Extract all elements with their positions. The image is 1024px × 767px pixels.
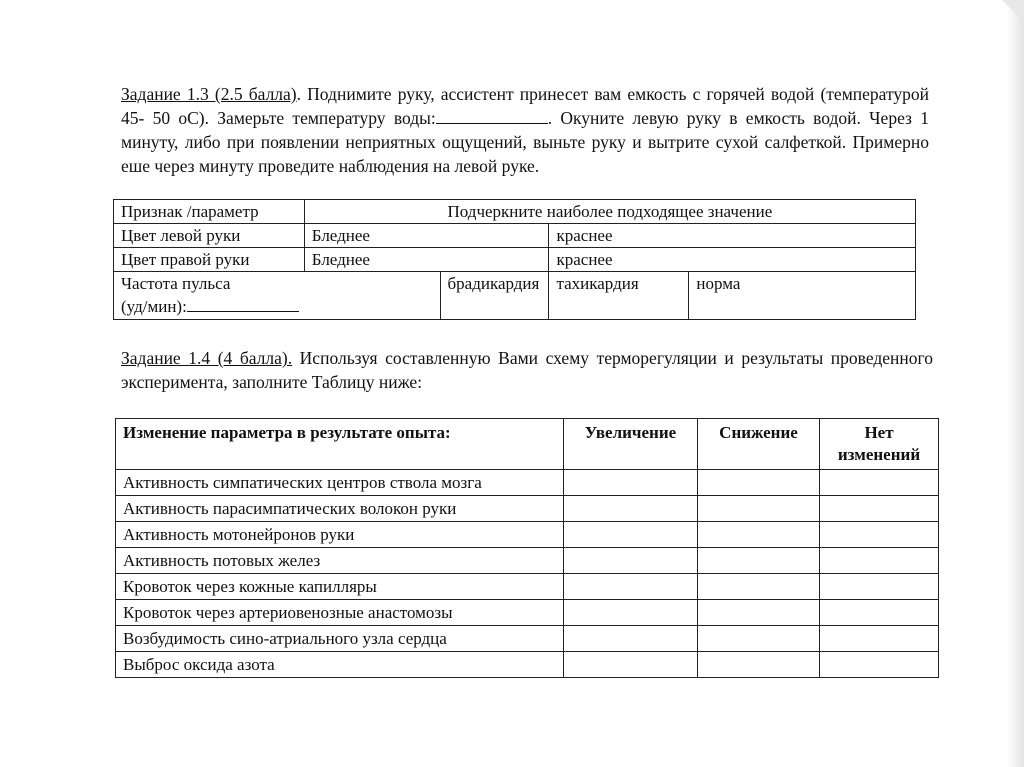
answer-cell[interactable]: [564, 626, 698, 652]
row-label-cell: Активность потовых желез: [116, 548, 564, 574]
table-row: [116, 470, 939, 496]
option-cell[interactable]: тахикардия: [549, 272, 689, 320]
row-label-cell: Кровоток через кожные капилляры: [116, 574, 564, 600]
task-1-4-title: Задание 1.4 (4 балла).: [121, 348, 293, 368]
answer-cell[interactable]: [698, 574, 820, 600]
task-1-4-paragraph: [121, 346, 933, 394]
task-1-3-text-b: . Окуните левую руку в емкость водой. Через 1 минуту, либо при появлении неприятных ощущений, выньте руку и вытрите сухой салфеткой. Примерно еше через минуту проведите наблюдения на левой руке.: [121, 108, 929, 176]
task-1-3-table: [113, 199, 916, 320]
table-row: [114, 200, 916, 224]
header-param-cell: Признак /параметр: [114, 200, 305, 224]
task-1-3-text-a: . Поднимите руку, ассистент принесет вам емкость с горячей водой (температурой 45- 50 оС). Замерьте температуру воды:: [121, 84, 930, 128]
option-cell[interactable]: краснее: [549, 224, 916, 248]
answer-cell[interactable]: [820, 470, 939, 496]
column-header: Снижение: [698, 419, 820, 470]
answer-cell[interactable]: [698, 626, 820, 652]
task-1-3-paragraph: [121, 82, 929, 178]
answer-cell[interactable]: [698, 522, 820, 548]
table-row: [116, 548, 939, 574]
answer-cell[interactable]: [698, 652, 820, 678]
row-label-cell: Активность парасимпатических волокон руки: [116, 496, 564, 522]
table-row: [116, 652, 939, 678]
table-row: [114, 224, 916, 248]
temperature-blank: [436, 107, 548, 124]
answer-cell[interactable]: [820, 574, 939, 600]
column-header: Нет изменений: [820, 419, 939, 470]
row-label-cell: Возбудимость сино-атриального узла сердца: [116, 626, 564, 652]
table-row: [116, 626, 939, 652]
answer-cell[interactable]: [820, 496, 939, 522]
column-header: Изменение параметра в результате опыта:: [116, 419, 564, 470]
answer-cell[interactable]: [564, 652, 698, 678]
header-value-cell: Подчеркните наиболее подходящее значение: [304, 200, 915, 224]
option-cell[interactable]: Бледнее: [304, 248, 549, 272]
task-1-3-title: Задание 1.3 (2.5 балла): [121, 84, 297, 104]
row-label-cell: Активность симпатических центров ствола мозга: [116, 470, 564, 496]
row-label-cell: Активность мотонейронов руки: [116, 522, 564, 548]
answer-cell[interactable]: [820, 626, 939, 652]
table-row: [116, 574, 939, 600]
param-cell: Цвет левой руки: [114, 224, 305, 248]
option-cell[interactable]: норма: [689, 272, 916, 320]
task-1-4-table: [115, 418, 939, 678]
task-1-4-text: Используя составленную Вами схему терморегуляции и результаты проведенного эксперимента, заполните Таблицу ниже:: [121, 348, 934, 392]
page-corner-fold: [1002, 0, 1024, 22]
column-header: Увеличение: [564, 419, 698, 470]
answer-cell[interactable]: [820, 652, 939, 678]
pulse-label-cell: [114, 272, 441, 320]
answer-cell[interactable]: [564, 470, 698, 496]
answer-cell[interactable]: [564, 548, 698, 574]
option-cell[interactable]: краснее: [549, 248, 916, 272]
answer-cell[interactable]: [820, 548, 939, 574]
param-cell: Цвет правой руки: [114, 248, 305, 272]
pulse-label-line2: (уд/мин):: [121, 295, 433, 318]
option-cell[interactable]: брадикардия: [440, 272, 549, 320]
answer-cell[interactable]: [564, 522, 698, 548]
table-row: [116, 496, 939, 522]
answer-cell[interactable]: [698, 548, 820, 574]
row-label-cell: Кровоток через артериовенозные анастомозы: [116, 600, 564, 626]
pulse-label-line1: Частота пульса: [121, 274, 231, 293]
answer-cell[interactable]: [564, 496, 698, 522]
answer-cell[interactable]: [564, 600, 698, 626]
option-cell[interactable]: Бледнее: [304, 224, 549, 248]
answer-cell[interactable]: [698, 600, 820, 626]
row-label-cell: Выброс оксида азота: [116, 652, 564, 678]
pulse-blank: [187, 295, 299, 312]
table-row: [114, 272, 916, 320]
answer-cell[interactable]: [820, 600, 939, 626]
table-row: [114, 248, 916, 272]
table-row: [116, 600, 939, 626]
answer-cell[interactable]: [698, 470, 820, 496]
answer-cell[interactable]: [698, 496, 820, 522]
table-row: [116, 522, 939, 548]
answer-cell[interactable]: [820, 522, 939, 548]
page-edge-shadow: [1006, 0, 1024, 767]
answer-cell[interactable]: [564, 574, 698, 600]
table-header-row: [116, 419, 939, 470]
